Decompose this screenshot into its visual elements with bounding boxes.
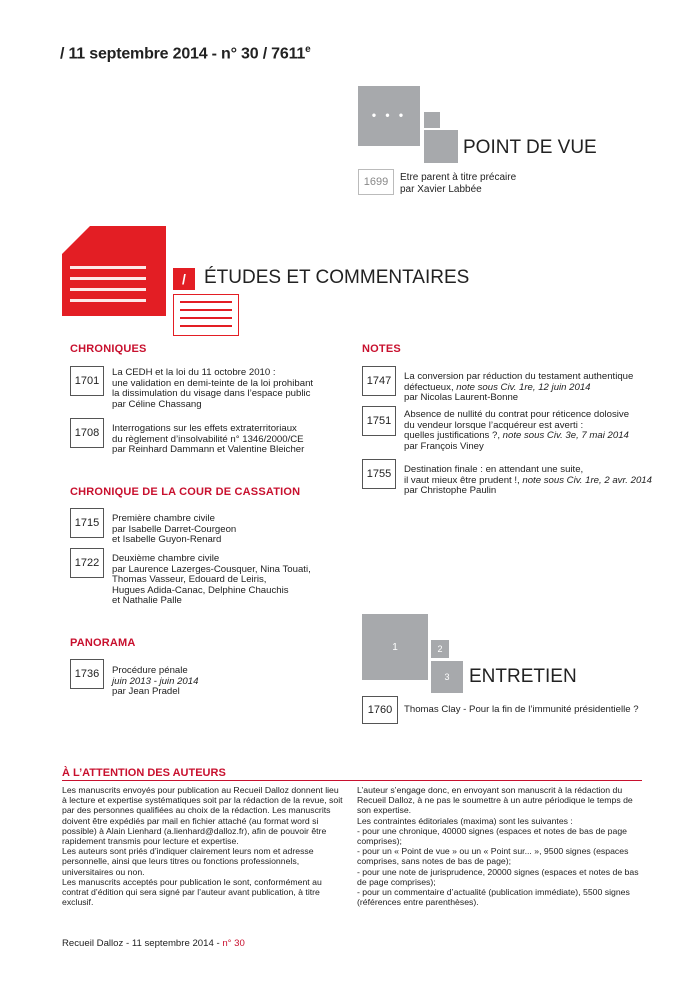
article-line-part: il vaut mieux être prudent !, [404,474,523,486]
point-de-vue-square-icon [358,86,420,146]
paragraph-line: possible) à Alain Lienhard (a.lienhard@dalloz.fr), afin de pouvoir être [62,825,327,836]
article-number: 1747 [362,366,396,396]
article-line-part: défectueux, [404,381,457,393]
entretien-medium-square-icon: 3 [431,661,463,693]
paragraph-line: rapidement transmis pour lecture et expertise. [62,836,239,847]
article-number[interactable]: 1699 [358,169,394,195]
article-number: 1751 [362,406,396,436]
article-text [404,372,674,404]
article-text [404,465,674,497]
article-author: par Reinhard Dammann et Valentine Bleicher [112,444,305,455]
article-line: Interrogations sur les effets extraterritoriaux [112,423,297,434]
paragraph-line: comprises); [357,836,402,847]
paragraph-line: personnelle, ainsi que leurs titres ou fonctions professionnels, [62,856,300,867]
article-number: 1755 [362,459,396,489]
article-line-part: quelles justifications ?, [404,430,503,441]
paragraph-line: - pour une chronique, 40000 signes (espaces et notes de bas de page [357,825,627,836]
paragraph-line: L’auteur s’engage donc, en envoyant son manuscrit à la rédaction du [357,785,623,795]
article-line: La CEDH et la loi du 11 octobre 2010 : [112,367,276,378]
page-footer [62,938,245,949]
medium-square-icon [424,130,458,163]
article-author: par Christophe Paulin [404,485,497,496]
article-line: la dissimulation du visage dans l’espace public [112,388,311,399]
point-de-vue-title: POINT DE VUE [463,137,597,158]
article-author: par Nicolas Laurent-Bonne [404,392,519,403]
article-author: par Laurence Lazerges-Cousquer, Nina Touati, [112,563,311,575]
dots-icon: • • • [371,108,407,122]
paragraph-line: contrat d’édition qui sera signé par l’auteur avant publication, à titre [62,887,320,898]
article-line: Première chambre civile [112,513,215,524]
article-author: par François Viney [404,440,484,452]
paragraph-line: Les manuscrits envoyés pour publication au Recueil Dalloz donnent lieu [62,785,339,795]
article-author: par Jean Pradel [112,686,180,697]
paragraph-line: Les contraintes éditoriales (maxima) sont les suivantes : [357,815,573,826]
article-text [112,554,382,607]
divider [62,780,642,781]
paragraph-line: - pour un « Point de vue » ou un « Point sur... », 9500 signes (espaces [357,846,629,857]
issue-text: / 11 septembre 2014 - n° 30 / 7611 [60,45,306,63]
paragraph-line: universitaires ou non. [62,866,145,877]
article-line: Absence de nullité du contrat pour réticence dolosive [404,409,630,420]
paragraph-line: de page comprises); [357,876,436,887]
auteurs-heading: À L’ATTENTION DES AUTEURS [62,767,226,779]
article-author: par Céline Chassang [112,398,202,410]
article-text [404,410,674,452]
article-line [404,431,674,442]
document-icon [62,226,166,316]
article-author: et Isabelle Guyon-Renard [112,534,222,545]
paragraph-line: - pour une note de jurisprudence, 20000 signes (espaces et notes de bas [357,866,639,877]
paragraph-line: exclusif. [62,897,94,908]
auteurs-right-column [357,785,642,907]
etudes-title: ÉTUDES ET COMMENTAIRES [204,267,470,288]
article-line: Etre parent à titre précaire [400,172,517,183]
paragraph-line: doivent être expédiés par mail en fichier attaché (au format word si [62,815,319,826]
paragraph-line: Les manuscrits acceptés pour publication le sont, conformément au [62,876,322,887]
decision-ref: note sous Civ. 1re, 12 juin 2014 [456,381,591,393]
footer-issue-number: n° 30 [222,938,245,949]
article-line: Deuxième chambre civile [112,553,220,564]
section-heading-chroniques: CHRONIQUES [70,343,147,355]
article-text [112,666,382,698]
article-number: 1701 [70,366,104,396]
article-author: par Isabelle Darret-Courgeon [112,523,237,535]
paragraph-line: comprises, sans notes de bas de page); [357,856,512,867]
article-text [112,424,382,456]
slash-badge: / [173,268,195,290]
paragraph-line: (références entre parenthèses). [357,897,479,908]
article-author: Hugues Adida-Canac, Delphine Chauchis [112,584,289,596]
issue-sup: e [305,44,311,55]
article-text[interactable] [400,172,516,196]
section-heading-cassation: CHRONIQUE DE LA COUR DE CASSATION [70,486,301,498]
entretien-square-icon [362,614,428,680]
article-author: Thomas Vasseur, Edouard de Leiris, [112,574,267,585]
document-lines-icon [173,294,239,336]
article-text[interactable]: Thomas Clay - Pour la fin de l’immunité présidentielle ? [404,704,639,715]
section-heading-panorama: PANORAMA [70,637,136,649]
article-author: et Nathalie Palle [112,595,182,606]
decision-ref: note sous Civ. 3e, 7 mai 2014 [502,430,629,441]
section-heading-notes: NOTES [362,343,401,355]
article-number: 1722 [70,548,104,578]
entretien-title: ENTRETIEN [469,666,577,687]
article-line: juin 2013 - juin 2014 [112,675,199,687]
article-number: 1715 [70,508,104,538]
auteurs-left-column [62,785,347,907]
square-label: 1 [392,642,398,653]
issue-header [60,44,310,63]
decision-ref: note sous Civ. 1re, 2 avr. 2014 [522,474,652,486]
article-line: du règlement d’insolvabilité n° 1346/2000/CE [112,433,304,445]
paragraph-line: Recueil Dalloz, à ne pas le soumettre à un autre périodique le temps de [357,795,633,806]
article-author: par Xavier Labbée [400,184,482,195]
paragraph-line: son expertise. [357,805,412,816]
paragraph-line: - pour un commentaire d’actualité (publication immédiate), 5500 signes [357,887,630,898]
footer-text: Recueil Dalloz - 11 septembre 2014 - [62,938,223,949]
paragraph-line: Les auteurs sont priés d’indiquer clairement leurs nom et adresse [62,846,314,857]
article-line: une validation en demi-teinte de la loi prohibant [112,377,314,389]
paragraph-line: à lecture et expertise systématiques soit par la rédaction de la revue, soit [62,795,343,806]
article-number[interactable]: 1760 [362,696,398,724]
article-line: Procédure pénale [112,665,188,676]
article-text [112,368,382,410]
article-line: du vendeur lorsque l’acquéreur est averti : [404,419,584,431]
article-number: 1708 [70,418,104,448]
small-square-icon [424,112,440,128]
article-line: Destination finale : en attendant une suite, [404,464,584,475]
article-text [112,514,382,546]
article-number: 1736 [70,659,104,689]
entretien-small-square-icon: 2 [431,640,449,658]
article-line: La conversion par réduction du testament authentique [404,371,634,382]
paragraph-line: par des personnes qualifiées au choix de la rédaction. Les manuscrits [62,805,331,816]
